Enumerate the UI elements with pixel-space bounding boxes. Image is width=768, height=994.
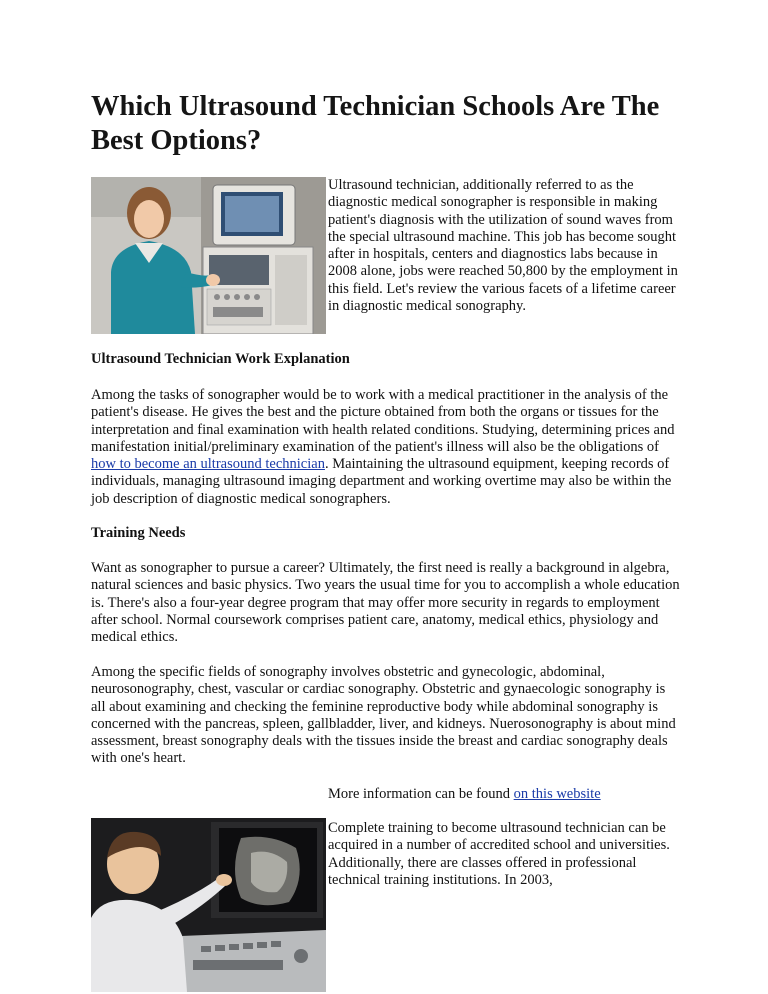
article-title: Which Ultrasound Technician Schools Are The Best Options? xyxy=(91,91,660,156)
more-info-line xyxy=(328,786,678,803)
section-heading-training: Training Needs xyxy=(91,525,186,541)
work-text-end: . Maintaining the ultrasound equipment, keeping records of individuals, managing ultrasound imaging department and working overtime may also be within the job description of diagnostic medical sonographers. xyxy=(91,456,672,507)
more-info-text: More information can be found xyxy=(328,786,514,802)
become-technician-link[interactable]: how to become an ultrasound technician xyxy=(91,456,325,473)
doctor-photo xyxy=(91,818,326,992)
section-heading-work: Ultrasound Technician Work Explanation xyxy=(91,351,350,367)
work-paragraph xyxy=(91,387,681,508)
fields-paragraph: Among the specific fields of sonography involves obstetric and gynecologic, abdominal, neurosonography, chest, vascular or cardiac sonography. Obstetric and gynaecologic sonography is all about examining and checking the feminine reproductive body while abdominal sonography is concerned with the pancreas, spleen, gallbladder, liver, and kidneys. Nuerosonography is about mind assessment, breast sonography deals with the tissues inside the breast and cardiac sonography deals with one's heart. xyxy=(91,664,676,767)
website-link[interactable]: on this website xyxy=(513,786,601,802)
technician-photo xyxy=(91,177,326,334)
training-paragraph: Want as sonographer to pursue a career? Ultimately, the first need is really a background in algebra, natural sciences and basic physics. Two years the usual time for you to accomplish a whole education is. There's also a four-year degree program that may offer more security in regards to employment after school. Normal coursework comprises patient care, anatomy, medical ethics, physiology and medical ethics. xyxy=(91,560,680,646)
closing-paragraph: Complete training to become ultrasound technician can be acquired in a number of accredited school and universities. Additionally, there are classes offered in professional technical training institutions. In 2003, xyxy=(328,820,670,888)
intro-paragraph: Ultrasound technician, additionally referred to as the diagnostic medical sonographer is responsible in making patient's diagnosis with the utilization of sound waves from the special ultrasound machine. This job has become sought after in hospitals, centers and diagnostics labs because in 2008 alone, jobs were reached 50,800 by the employment in this field. Let's review the various facets of a lifetime career in diagnostic medical sonography. xyxy=(328,177,678,315)
work-text-start: Among the tasks of sonographer would be to work with a medical practitioner in the analysis of the patient's disease. He gives the best and the picture obtained from both the organs or tissues for the interpretation and final examination with health related conditions. Studying, determining prices and manifestation initial/preliminary examination of the patient's illness will also be the obligations of xyxy=(91,387,675,455)
